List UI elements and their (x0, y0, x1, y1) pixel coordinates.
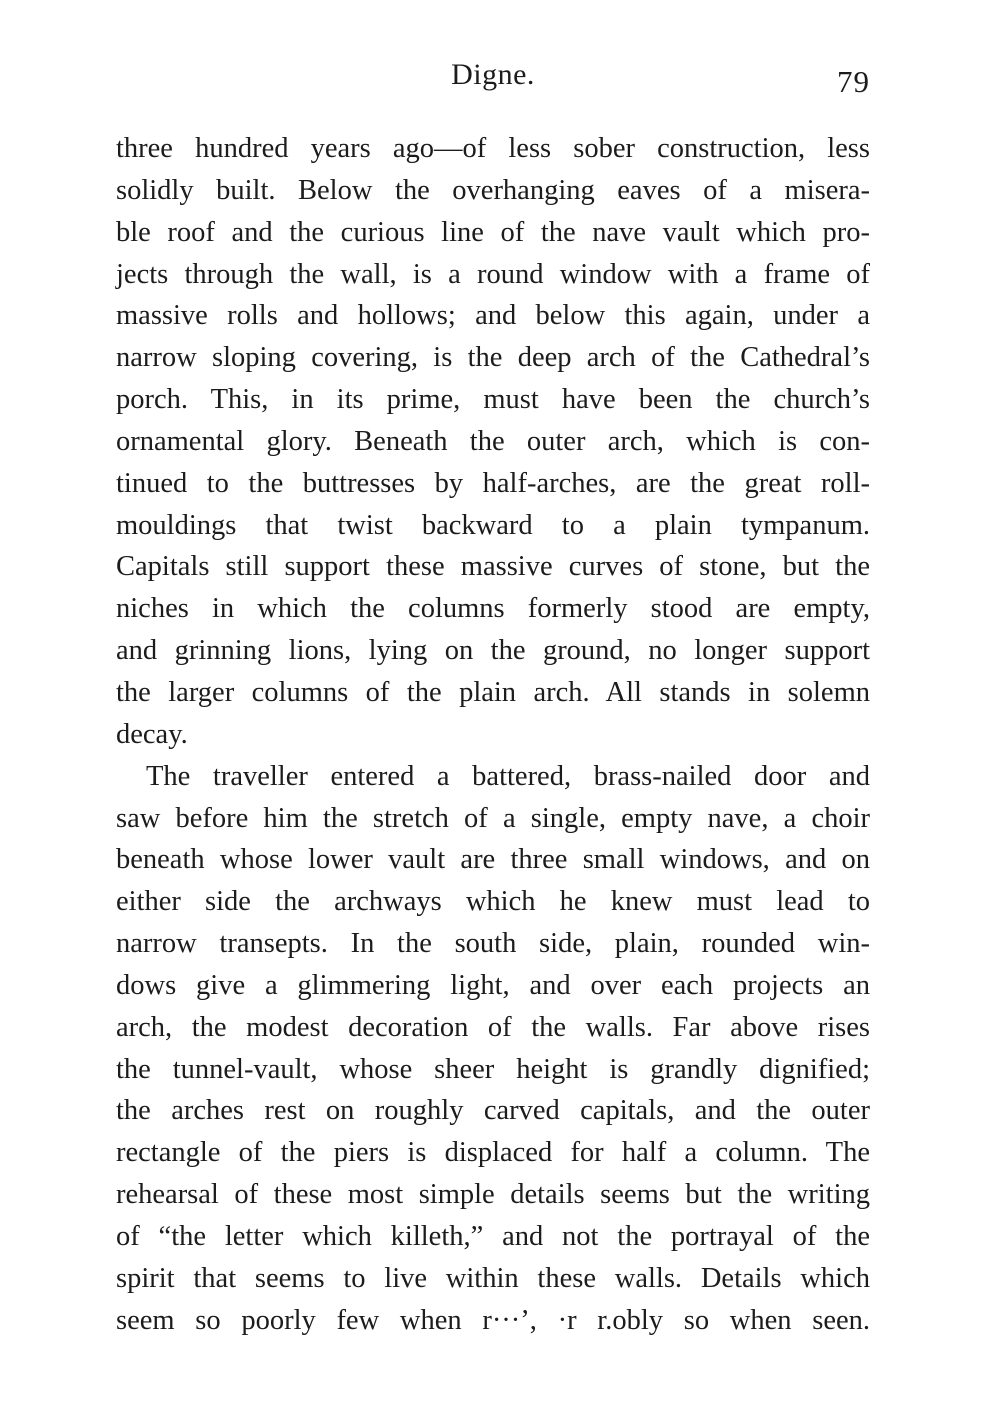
text-line: narrow transepts. In the south side, plain, rounded win- (116, 928, 870, 960)
text-line: solidly built. Below the overhanging eaves of a misera- (116, 174, 870, 206)
text-line: Capitals still support these massive curves of stone, but the (116, 551, 870, 583)
chapter-title: Digne. (451, 58, 535, 91)
running-head (116, 58, 870, 102)
text-line: porch. This, in its prime, must have been the church’s (116, 384, 870, 416)
text-line: seem so poorly few when r···ʼ, ·r r.obly so when seen. (116, 1304, 870, 1336)
text-line: ornamental glory. Beneath the outer arch, which is con- (116, 425, 870, 457)
text-line: mouldings that twist backward to a plain tympanum. (116, 509, 870, 541)
text-line: spirit that seems to live within these walls. Details which (116, 1262, 870, 1294)
text-line: and grinning lions, lying on the ground, no longer support (116, 635, 870, 667)
body-text (116, 128, 870, 1341)
text-line: decay. (116, 718, 188, 750)
text-line: arch, the modest decoration of the walls. Far above rises (116, 1011, 870, 1043)
text-line: massive rolls and hollows; and below this again, under a (116, 300, 870, 332)
text-line: the tunnel-vault, whose sheer height is grandly dignified; (116, 1053, 870, 1085)
text-line: tinued to the buttresses by half-arches, are the great roll- (116, 467, 870, 499)
text-line: the arches rest on roughly carved capitals, and the outer (116, 1095, 870, 1127)
text-line: jects through the wall, is a round window with a frame of (116, 258, 870, 290)
text-line: dows give a glimmering light, and over each projects an (116, 969, 870, 1001)
text-line: rectangle of the piers is displaced for half a column. The (116, 1137, 870, 1169)
text-line: The traveller entered a battered, brass-nailed door and (146, 760, 870, 792)
text-line: ble roof and the curious line of the nave vault which pro- (116, 216, 870, 248)
text-line: niches in which the columns formerly stood are empty, (116, 593, 870, 625)
text-line: rehearsal of these most simple details seems but the writing (116, 1179, 870, 1211)
paragraph (116, 128, 870, 756)
text-line: narrow sloping covering, is the deep arch of the Cathedral’s (116, 342, 870, 374)
text-line: the larger columns of the plain arch. All stands in solemn (116, 676, 870, 708)
paragraph (116, 756, 870, 1342)
text-line: three hundred years ago—of less sober construction, less (116, 133, 870, 164)
text-line: beneath whose lower vault are three small windows, and on (116, 844, 870, 876)
text-line: either side the archways which he knew must lead to (116, 886, 870, 918)
page-number: 79 (837, 64, 870, 99)
text-line: of “the letter which killeth,” and not the portrayal of the (116, 1220, 870, 1252)
text-line: saw before him the stretch of a single, empty nave, a choir (116, 802, 870, 834)
